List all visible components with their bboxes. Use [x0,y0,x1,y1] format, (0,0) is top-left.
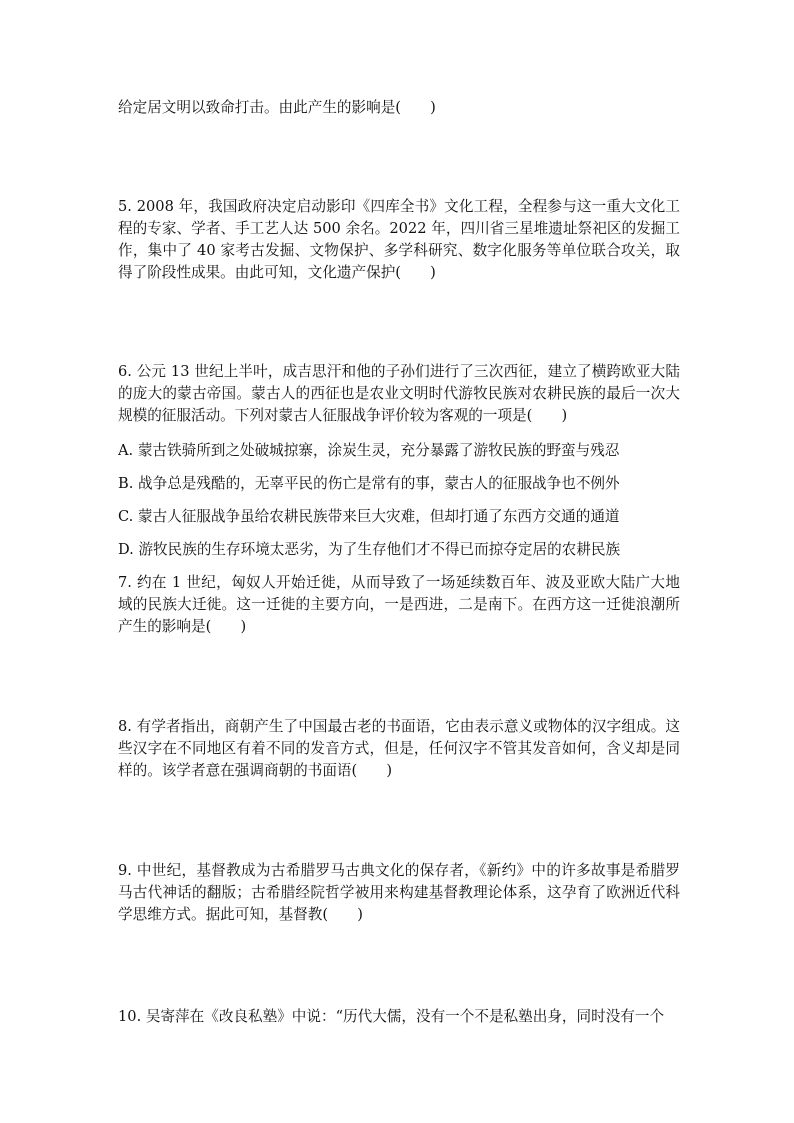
intro-line: 给定居文明以致命打击。由此产生的影响是( ) [118,99,436,116]
q9-stem: 9. 中世纪，基督教成为古希腊罗马古典文化的保存者，《新约》中的许多故事是希腊罗马古代神话的翻版；古希腊经院哲学被用来构建基督教理论体系，这孕育了欧洲近代科学思维方式。据此可知，基督教( ) [118,862,680,923]
q6-option-d[interactable]: D. 游牧民族的生存环境太恶劣，为了生存他们才不得已而掠夺定居的农耕民族 [118,541,621,558]
q6-option-b[interactable]: B. 战争总是残酷的，无辜平民的伤亡是常有的事，蒙古人的征服战争也不例外 [118,475,620,492]
q6-option-a[interactable]: A. 蒙古铁骑所到之处破城掠寨，涂炭生灵，充分暴露了游牧民族的野蛮与残忍 [118,442,620,459]
q7-stem: 7. 约在 1 世纪，匈奴人开始迁徙，从而导致了一场延续数百年、波及亚欧大陆广大地域的民族大迁徙。这一迁徙的主要方向，一是西进，二是南下。在西方这一迁徙浪潮所产生的影响是( ) [118,574,680,635]
q8-stem: 8. 有学者指出，商朝产生了中国最古老的书面语，它由表示意义或物体的汉字组成。这些汉字在不同地区有着不同的发音方式，但是，任何汉字不管其发音如何，含义却是同样的。该学者意在强调商朝的书面语( ) [118,718,680,779]
q6-option-c[interactable]: C. 蒙古人征服战争虽给农耕民族带来巨大灾难，但却打通了东西方交通的通道 [118,508,620,525]
q6-stem: 6. 公元 13 世纪上半叶，成吉思汗和他的子孙们进行了三次西征，建立了横跨欧亚大陆的庞大的蒙古帝国。蒙古人的西征也是农业文明时代游牧民族对农耕民族的最后一次大规模的征服活动。下列对蒙古人征服战争评价较为客观的一项是( ) [118,363,680,424]
q5-stem: 5. 2008 年，我国政府决定启动影印《四库全书》文化工程，全程参与这一重大文化工程的专家、学者、手工艺人达 500 余名。2022 年，四川省三星堆遗址祭祀区的发掘工作，集中了 40 家考古发掘、文物保护、多学科研究、数字化服务等单位联合攻关，取得了阶段性成果。由此可知，文化遗产保护( ) [118,198,680,281]
q10-stem: 10. 吴寄萍在《改良私塾》中说：“历代大儒，没有一个不是私塾出身，同时没有一个 [118,1008,665,1025]
